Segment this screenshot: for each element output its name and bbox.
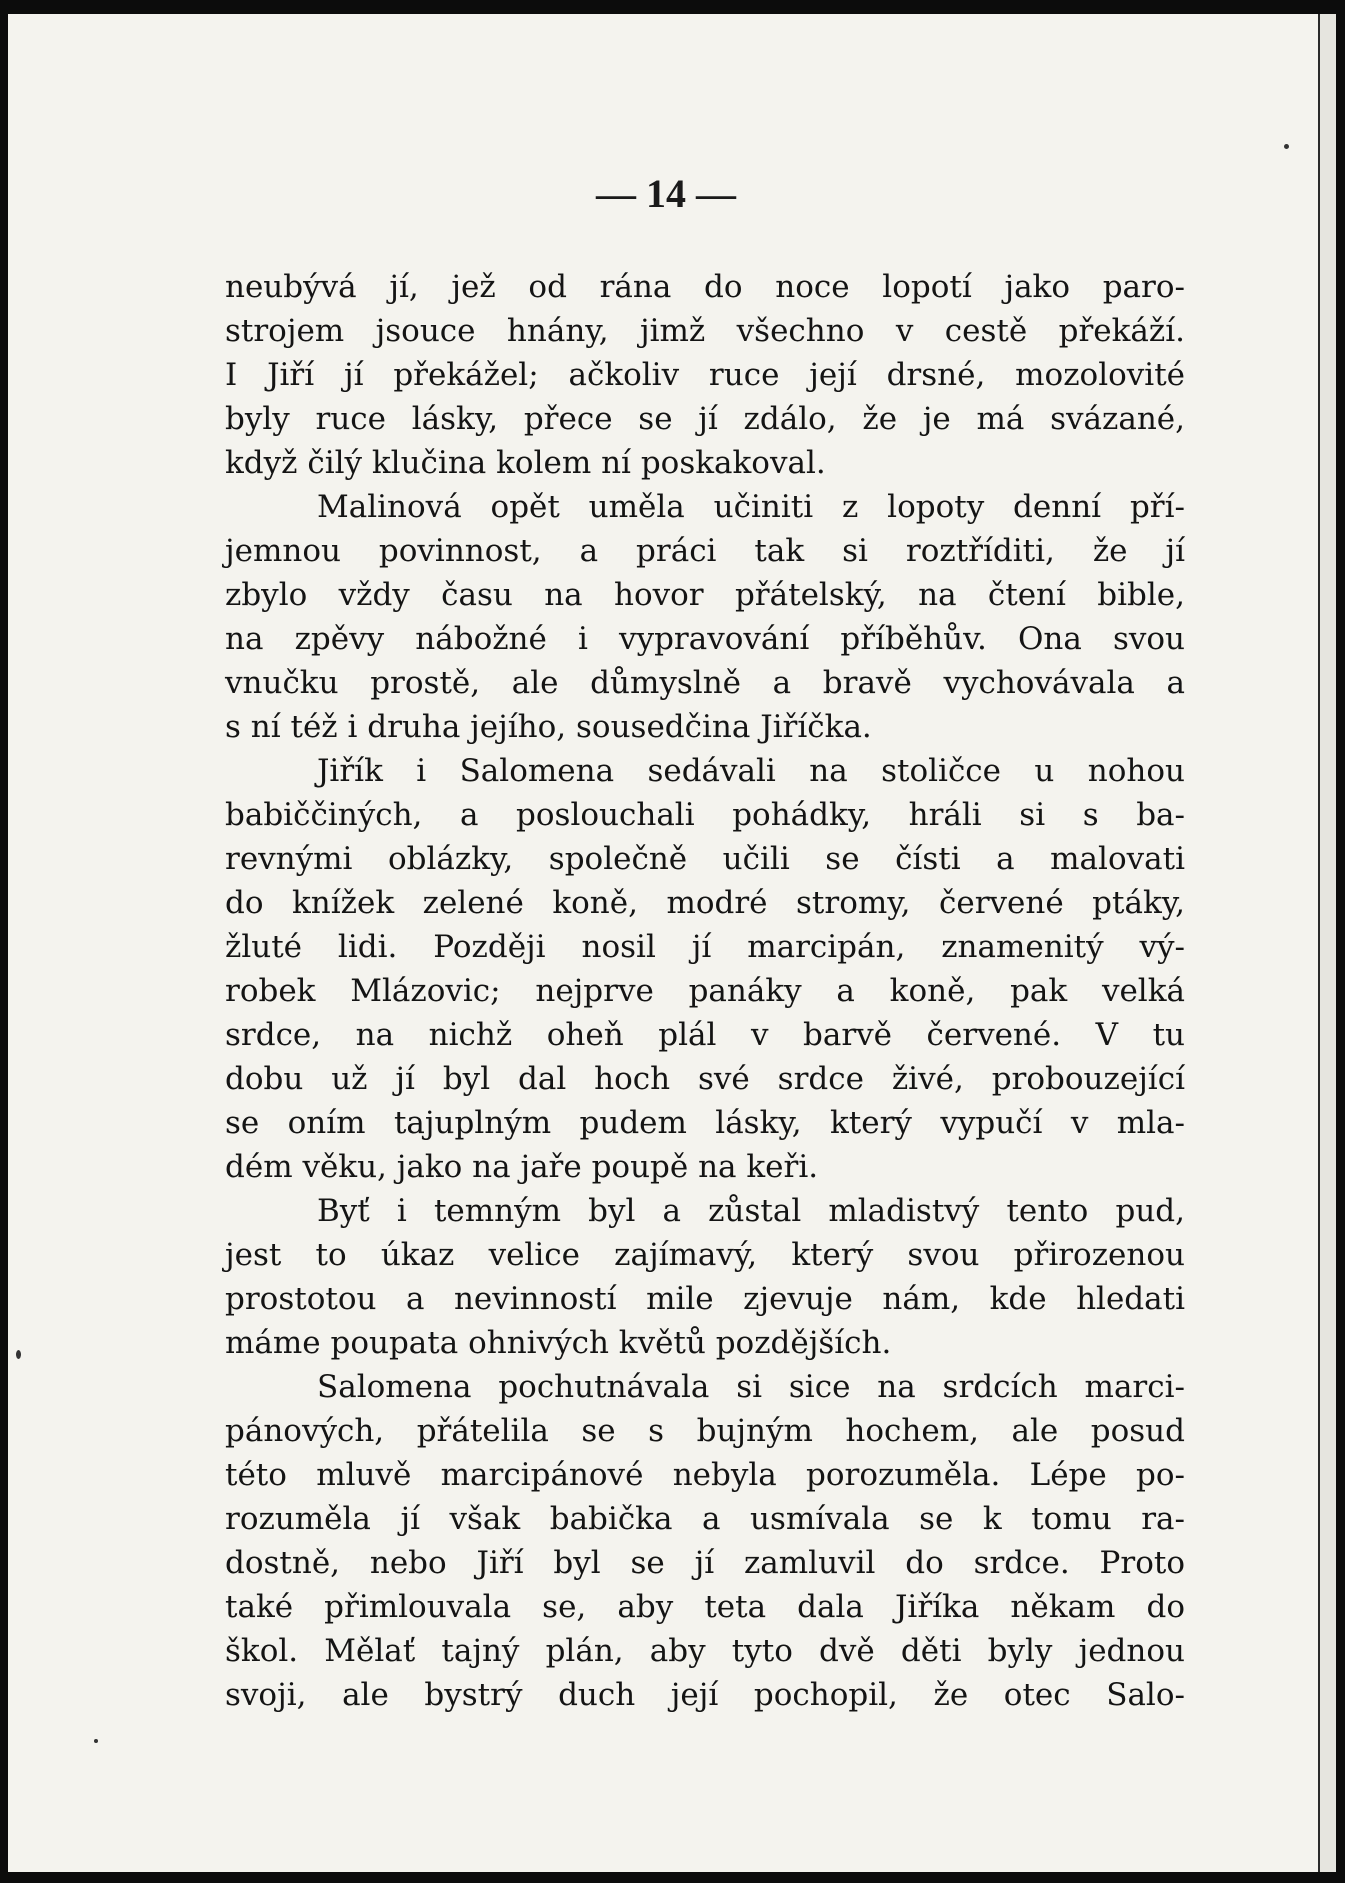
text-line: rozuměla jí však babička a usmívala se k tomu ra- — [225, 1501, 1185, 1537]
text-line: jest to úkaz velice zajímavý, který svou přirozenou — [225, 1237, 1185, 1273]
paragraph-start-line: Byť i temným byl a zůstal mladistvý tento pud, — [317, 1193, 1185, 1229]
text-line: s ní též i druha jejího, sousedčina Jiříčka. — [225, 709, 872, 745]
text-line: do knížek zelené koně, modré stromy, červené ptáky, — [225, 885, 1185, 921]
paper-speck — [16, 1350, 21, 1359]
text-line: škol. Mělať tajný plán, aby tyto dvě děti byly jednou — [225, 1633, 1185, 1669]
text-line: dostně, nebo Jiří byl se jí zamluvil do srdce. Proto — [225, 1545, 1185, 1581]
text-line: prostotou a nevinností mile zjevuje nám, kde hledati — [225, 1281, 1185, 1317]
paragraph-start-line: Salomena pochutnávala si sice na srdcích marci- — [317, 1369, 1185, 1405]
page-edge — [1318, 14, 1336, 1872]
text-line: babiččiných, a poslouchali pohádky, hráli si s ba- — [225, 797, 1185, 833]
page-number: — 14 — — [596, 171, 736, 216]
text-line: zbylo vždy času na hovor přátelský, na čtení bible, — [225, 577, 1185, 613]
text-line: máme poupata ohnivých květů pozdějších. — [225, 1325, 892, 1361]
text-line: strojem jsouce hnány, jimž všechno v cestě překáží. — [225, 313, 1185, 349]
text-line: když čilý klučina kolem ní poskakoval. — [225, 445, 826, 481]
paragraph-start-line: Malinová opět uměla učiniti z lopoty denní pří- — [317, 489, 1185, 525]
paper-speck — [1284, 144, 1289, 149]
body-text — [225, 265, 1185, 1717]
text-line: vnučku prostě, ale důmyslně a bravě vychovávala a — [225, 665, 1185, 701]
text-line: robek Mlázovic; nejprve panáky a koně, pak velká — [225, 973, 1185, 1009]
text-line: dém věku, jako na jaře poupě na keři. — [225, 1149, 819, 1185]
book-page — [8, 14, 1324, 1872]
text-line: jemnou povinnost, a práci tak si roztříditi, že jí — [225, 533, 1185, 569]
text-line: na zpěvy nábožné i vypravování příběhův. Ona svou — [225, 621, 1185, 657]
text-line: dobu už jí byl dal hoch své srdce živé, probouzející — [225, 1061, 1185, 1097]
text-line: se oním tajuplným pudem lásky, který vypučí v mla- — [225, 1105, 1185, 1141]
text-line: srdce, na nichž oheň plál v barvě červené. V tu — [225, 1017, 1185, 1053]
text-line: žluté lidi. Později nosil jí marcipán, znamenitý vý- — [225, 929, 1185, 965]
text-line: pánových, přátelila se s bujným hochem, ale posud — [225, 1413, 1185, 1449]
text-line: byly ruce lásky, přece se jí zdálo, že je má svázané, — [225, 401, 1185, 437]
text-line: také přimlouvala se, aby teta dala Jiříka někam do — [225, 1589, 1185, 1625]
paper-speck — [94, 1739, 98, 1743]
text-line: revnými oblázky, společně učili se čísti a malovati — [225, 841, 1185, 877]
paragraph-start-line: Jiřík i Salomena sedávali na stoličce u nohou — [317, 753, 1185, 789]
text-line: I Jiří jí překážel; ačkoliv ruce její drsné, mozolovité — [225, 357, 1185, 393]
text-line: svoji, ale bystrý duch její pochopil, že otec Salo- — [225, 1677, 1185, 1713]
text-line: této mluvě marcipánové nebyla porozuměla. Lépe po- — [225, 1457, 1185, 1493]
text-line: neubývá jí, jež od rána do noce lopotí jako paro- — [225, 269, 1185, 305]
